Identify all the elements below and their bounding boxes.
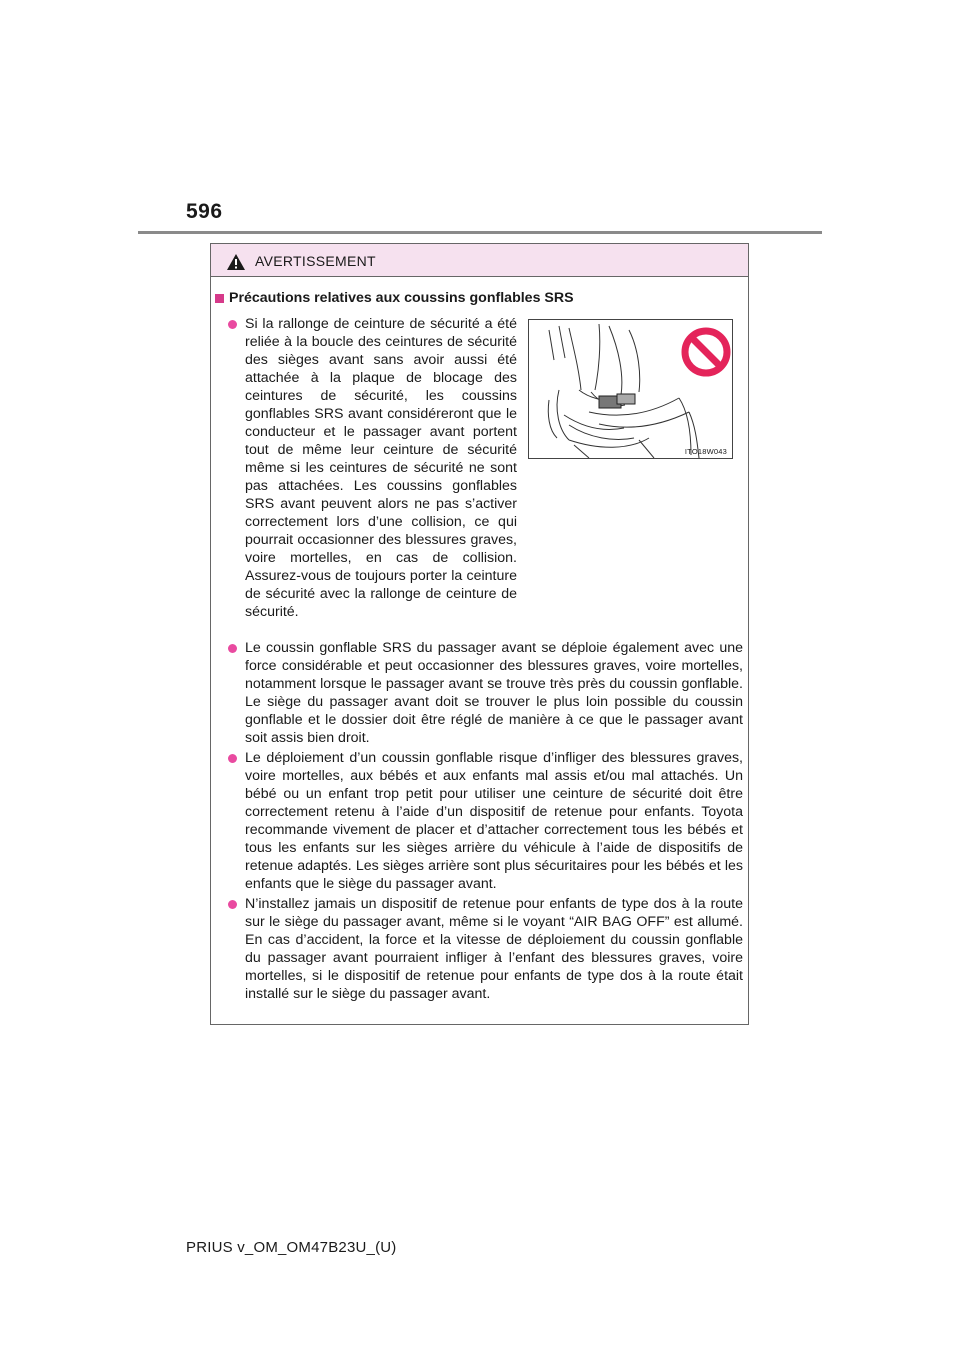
bullet-text-child-restraint: Le déploiement d’un coussin gonflable risque d’infliger des blessures graves, voire mortelles, aux bébés et aux enfants mal assis et/ou mal attachés. Un bébé ou un enfant trop petit pour utiliser une ceinture de sécurité doit être correctement retenu à l’aide d’un dispositif de retenue pour enfants. Toyota recommande vivement de placer et d’attacher correctement tous les bébés et tous les enfants sur les sièges arrière du véhicule à l’aide de dispositifs de retenue adaptés. Les sièges arrière sont plus sécuritaires pour les bébés et les enfants que le siège du passager avant. [245, 750, 743, 892]
bullet-icon [228, 900, 237, 909]
seatbelt-illustration [528, 319, 733, 459]
page-number: 596 [186, 200, 223, 223]
bullet-icon [228, 754, 237, 763]
bullet-icon [228, 644, 237, 653]
section-heading-text: Précautions relatives aux coussins gonflables SRS [229, 290, 574, 306]
section-marker-icon [215, 294, 224, 303]
document-code-footer: PRIUS v_OM_OM47B23U_(U) [186, 1239, 397, 1256]
bullet-text-seatbelt-extender: Si la rallonge de ceinture de sécurité a été reliée à la boucle des ceintures de sécurité des sièges avant sans avoir aussi été attachée à la plaque de blocage des ceintures de sécurité, les coussins gonflables SRS avant considéreront que le conducteur et le passager avant portent tout de même leur ceinture de sécurité même si les ceintures de sécurité ne sont pas attachées. Les coussins gonflables SRS avant peuvent alors ne pas s’activer correctement lors d’une collision, ce qui pourrait occasionner des blessures graves, voire mortelles, en cas de collision. Assurez-vous de toujours porter la ceinture de sécurité avec la rallonge de ceinture de sécurité. [245, 316, 517, 620]
warning-header [211, 244, 748, 277]
warning-title: AVERTISSEMENT [255, 253, 376, 269]
section-heading [211, 290, 574, 306]
figure-code: ITO18W043 [684, 447, 727, 456]
seated-passenger-illustration [529, 320, 733, 459]
header-rule [138, 231, 822, 234]
warning-box [210, 243, 749, 1025]
bullet-text-passenger-airbag-force: Le coussin gonflable SRS du passager avant se déploie également avec une force considérable et peut occasionner des blessures graves, voire mortelles, notamment lorsque le passager avant se trouve très près du coussin gonflable. Le siège du passager avant doit se trouver le plus loin possible du coussin gonflable et le dossier doit être réglé de manière à ce que le passager avant soit assis bien droit. [245, 640, 743, 746]
warning-triangle-icon [226, 253, 246, 271]
bullet-text-rear-facing-seat: N’installez jamais un dispositif de retenue pour enfants de type dos à la route sur le siège du passager avant, même si le voyant “AIR BAG OFF” est allumé. En cas d’accident, la force et la vitesse de déploiement du coussin gonflable du passager avant pourraient infliger à l’enfant des blessures graves, voire mortelles, si le dispositif de retenue pour enfants de type dos à la route était installé sur le siège du passager avant. [245, 896, 743, 1002]
bullet-icon [228, 320, 237, 329]
